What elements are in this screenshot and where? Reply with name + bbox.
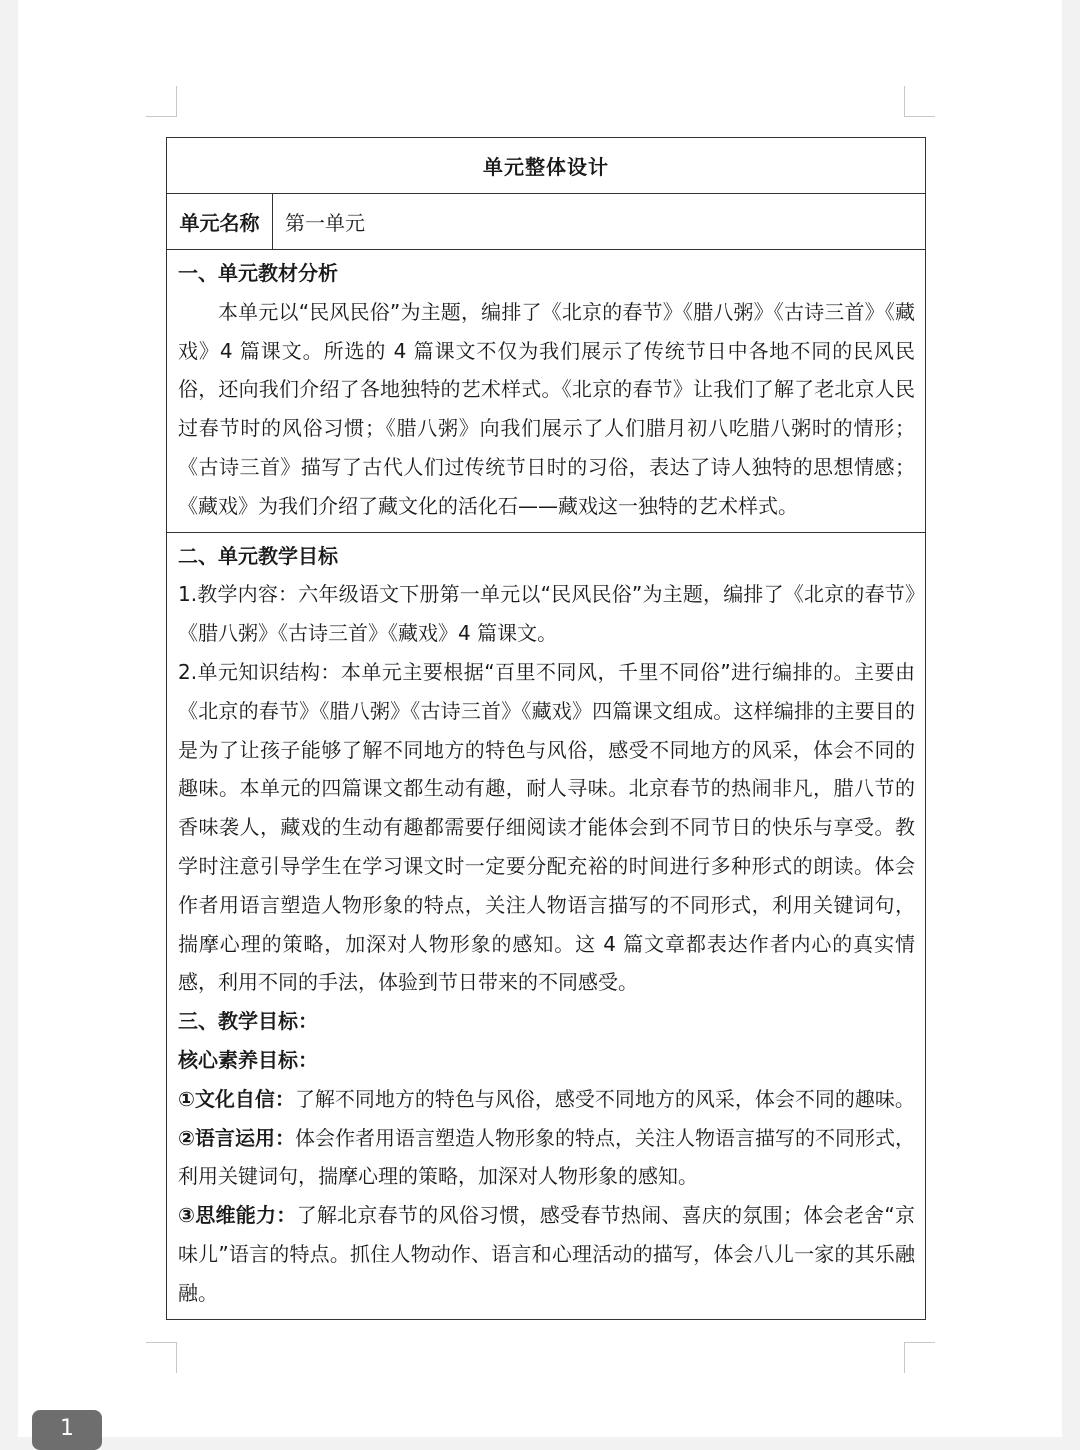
corner-mark-bottom-right <box>904 1342 935 1373</box>
goal-text: 了解北京春节的风俗习惯，感受春节热闹、喜庆的氛围；体会老舍“京味儿”语言的特点。抓住人物动作、语言和心理活动的描写，体会八儿一家的其乐融融。 <box>178 1203 915 1305</box>
section1-heading: 一、单元教材分析 <box>178 261 338 285</box>
unit-name-row <box>167 194 925 250</box>
page-number-badge[interactable]: 1 <box>32 1410 102 1450</box>
goal-text: 了解不同地方的特色与风俗，感受不同地方的风采，体会不同的趣味。 <box>294 1086 915 1111</box>
goal-label: ③思维能力： <box>178 1203 297 1228</box>
unit-name-label: 单元名称 <box>167 194 273 249</box>
goal-item <box>178 1119 915 1197</box>
table-title: 单元整体设计 <box>167 138 925 194</box>
section1-paragraph: 本单元以“民风民俗”为主题，编排了《北京的春节》《腊八粥》《古诗三首》《藏戏》4 篇课文。所选的 4 篇课文不仅为我们展示了传统节日中各地不同的民风民俗，还向我们介绍了各地独特的艺术样式。《北京的春节》让我们了解了老北京人民过春节时的风俗习惯；《腊八粥》向我们展示了人们腊月初八吃腊八粥时的情形；《古诗三首》描写了古代人们过传统节日时的习俗，表达了诗人独特的思想情感；《藏戏》为我们介绍了藏文化的活化石——藏戏这一独特的艺术样式。 <box>178 299 915 518</box>
section2-item-1: 1.教学内容：六年级语文下册第一单元以“民风民俗”为主题，编排了《北京的春节》《腊八粥》《古诗三首》《藏戏》4 篇课文。 <box>178 582 915 646</box>
section3-subheading: 核心素养目标： <box>178 1047 318 1072</box>
goal-label: ②语言运用： <box>178 1125 295 1150</box>
goal-label: ①文化自信： <box>178 1086 295 1111</box>
section2-item-2: 2.单元知识结构：本单元主要根据“百里不同风，千里不同俗”进行编排的。主要由《北京的春节》《腊八粥》《古诗三首》《藏戏》四篇课文组成。这样编排的主要目的是为了让孩子能够了解不同地方的特色与风俗，感受不同地方的风采，体会不同的趣味。本单元的四篇课文都生动有趣，耐人寻味。北京春节的热闹非凡，腊八节的香味袭人，藏戏的生动有趣都需要仔细阅读才能体会到不同节日的快乐与享受。教学时注意引导学生在学习课文时一定要分配充裕的时间进行多种形式的朗读。体会作者用语言塑造人物形象的特点，关注人物语言描写的不同形式，利用关键词句，揣摩心理的策略，加深对人物形象的感知。这 4 篇文章都表达作者内心的真实情感，利用不同的手法，体验到节日带来的不同感受。 <box>178 659 915 995</box>
goal-item <box>178 1080 915 1119</box>
material-analysis-section <box>167 250 925 533</box>
goal-item <box>178 1196 915 1312</box>
teaching-goals-section <box>167 533 925 1319</box>
unit-name-value: 第一单元 <box>285 211 365 235</box>
section2-heading: 二、单元教学目标 <box>178 543 338 568</box>
corner-mark-top-left <box>146 86 177 117</box>
unit-design-table <box>166 137 926 1320</box>
corner-mark-bottom-left <box>146 1342 177 1373</box>
corner-mark-top-right <box>904 86 935 117</box>
goal-text: 体会作者用语言塑造人物形象的特点，关注人物语言描写的不同形式，利用关键词句，揣摩心理的策略，加深对人物形象的感知。 <box>178 1125 916 1189</box>
section3-heading: 三、教学目标： <box>178 1009 318 1034</box>
